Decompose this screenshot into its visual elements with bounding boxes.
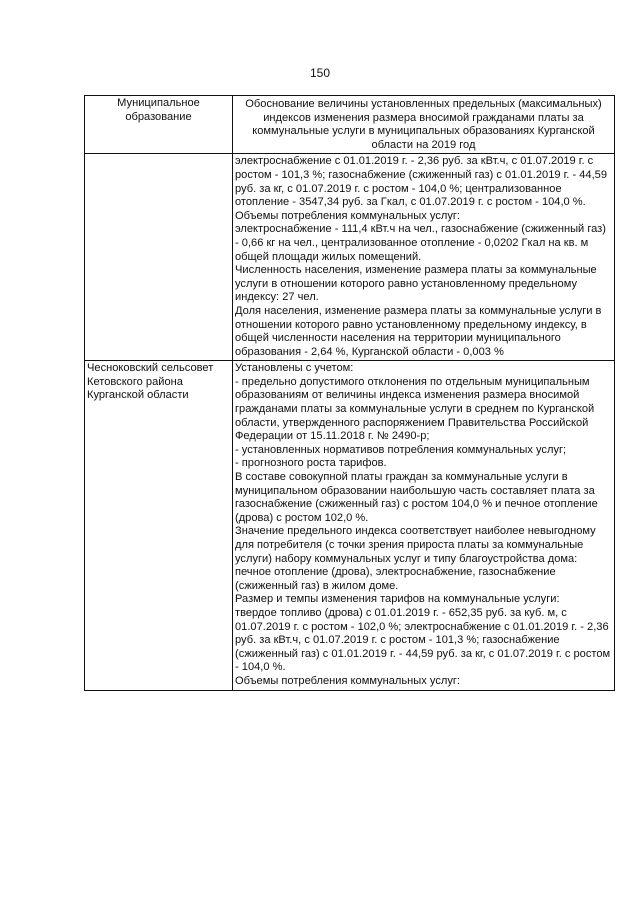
paragraph: Размер и темпы изменения тарифов на коммунальные услуги: xyxy=(235,593,560,606)
justification-cell xyxy=(233,361,615,690)
paragraph: Значение предельного индекса соответствует наиболее невыгодному для потребителя (с точки зрения прироста платы за коммунальные услуги) набору коммунальных услуг и типу благоустройства дома: xyxy=(235,525,596,565)
municipality-cell: Чесноковский сельсовет Кетовского района Курганской области xyxy=(85,361,233,690)
paragraph: электроснабжение с 01.01.2019 г. - 2,36 руб. за кВт.ч, с 01.07.2019 г. с ростом - 101,3 %; газоснабжение (сжиженный газ) с 01.01.2019 г. - 44,59 руб. за кг, с 01.07.2019 г. с ростом - 104,0 %; централизованное отопление - 3547,34 руб. за Гкал, с 01.07.2019 г. с ростом - 104,0 %. xyxy=(235,155,608,209)
municipality-cell xyxy=(85,154,233,361)
table-header-row xyxy=(85,96,615,154)
paragraph: печное отопление (дрова), электроснабжение, газоснабжение (сжиженный газ) в жилом доме. xyxy=(235,566,556,592)
paragraph: Объемы потребления коммунальных услуг: xyxy=(235,674,461,687)
paragraph: - предельно допустимого отклонения по отдельным муниципальным образованиям от величины индекса изменения размера вносимой гражданами платы за коммунальные услуги в среднем по Курганской области, утвержденного распоряжением Правительства Российской Федерации от 15.11.2018 г. № 2490-р; xyxy=(235,375,595,443)
paragraph: Установлены с учетом: xyxy=(235,362,354,375)
table-row xyxy=(85,361,615,690)
table-row xyxy=(85,154,615,361)
header-municipality: Муниципальное образование xyxy=(85,96,233,154)
paragraph: - прогнозного роста тарифов. xyxy=(235,457,387,470)
paragraph: твердое топливо (дрова) с 01.01.2019 г. - 652,35 руб. за куб. м, с 01.07.2019 г. с ростом - 102,0 %; электроснабжение с 01.01.2019 г. - 2,36 руб. за кВт.ч, с 01.07.2019 г. с ростом - 101,3 %; газоснабжение (сжиженный газ) с 01.01.2019 г. - 44,59 руб. за кг, с 01.07.2019 г. с ростом - 104,0 %. xyxy=(235,606,611,674)
paragraph: Доля населения, изменение размера платы за коммунальные услуги в отношении которого равно установленному предельному индексу, в общей численности населения на территории муниципального образования - 2,64 %, Курганской области - 0,003 % xyxy=(235,304,602,358)
justification-table xyxy=(84,95,615,691)
justification-cell xyxy=(233,154,615,361)
paragraph: - установленных нормативов потребления коммунальных услуг; xyxy=(235,443,567,456)
paragraph: В составе совокупной платы граждан за коммунальные услуги в муниципальном образовании наибольшую часть составляет плата за газоснабжение (сжиженный газ) с ростом 104,0 % и печное отопление (дрова) с ростом 102,0 %. xyxy=(235,471,598,524)
paragraph: электроснабжение - 111,4 кВт.ч на чел., газоснабжение (сжиженный газ) - 0,66 кг на чел., централизованное отопление - 0,0202 Гкал на кв. м общей площади жилых помещений. xyxy=(235,223,606,263)
page-number: 150 xyxy=(309,66,331,80)
paragraph: Численность населения, изменение размера платы за коммунальные услуги в отношении которого равно установленному предельному индексу: 27 чел. xyxy=(235,264,597,304)
header-justification: Обоснование величины установленных предельных (максимальных) индексов изменения размера вносимой гражданами платы за коммунальные услуги в муниципальных образованиях Курганской области на 2019 год xyxy=(233,96,615,154)
paragraph: Объемы потребления коммунальных услуг: xyxy=(235,209,461,222)
